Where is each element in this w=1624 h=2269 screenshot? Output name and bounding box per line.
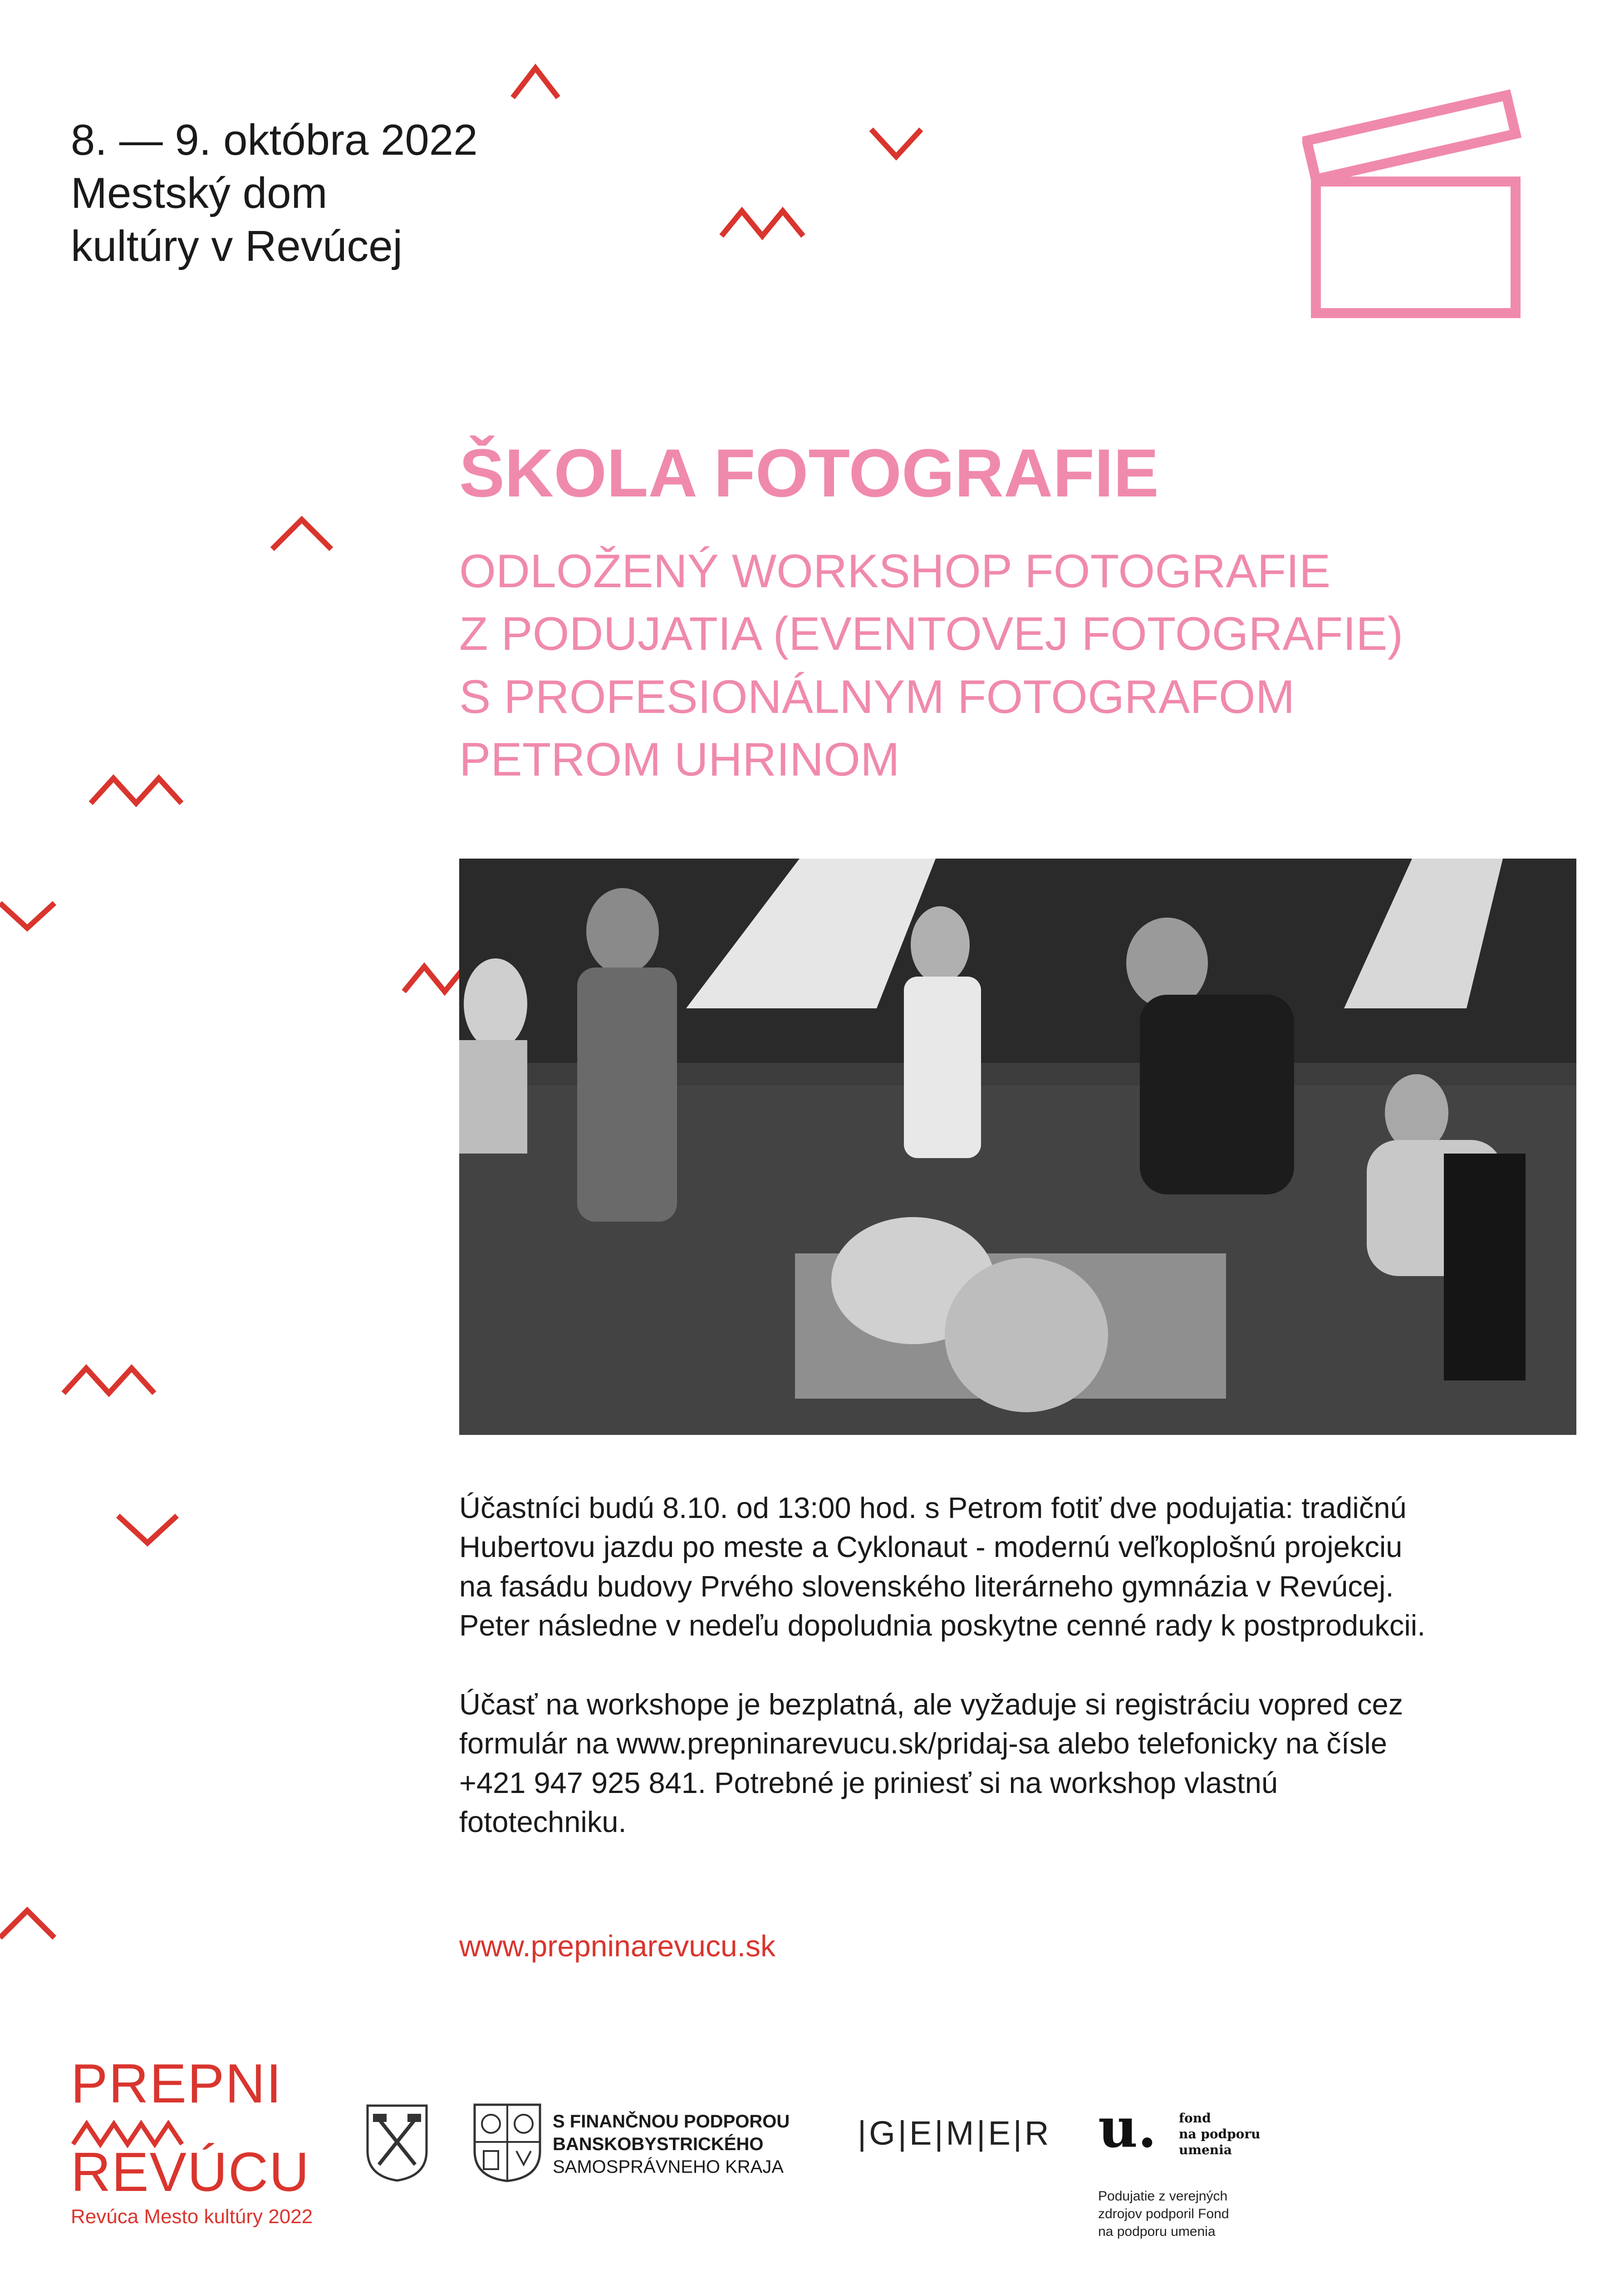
body-line: Účastníci budú 8.10. od 13:00 hod. s Petrom fotiť dve podujatia: tradičnú [459, 1491, 1407, 1524]
workshop-photo-illustration [459, 859, 1576, 1435]
regional-crest-icon [471, 2101, 544, 2183]
subtitle [459, 540, 1403, 791]
page-title: ŠKOLA FOTOGRAFIE [459, 435, 1159, 511]
chevron-up-icon [0, 1910, 54, 1938]
fond-note [1098, 2187, 1229, 2240]
website-link[interactable]: www.prepninarevucu.sk [459, 1929, 775, 1963]
body-line: Peter následne v nedeľu dopoludnia poskytne cenné rady k postprodukcii. [459, 1609, 1426, 1642]
chevron-up-icon [272, 520, 331, 549]
chevron-zigzag-icon [64, 1368, 154, 1393]
fond-name-line: fond [1179, 2111, 1211, 2126]
fond-note-line: na podporu umenia [1098, 2224, 1216, 2239]
body-line: Účasť na workshope je bezplatná, ale vyžaduje si registráciu vopred cez [459, 1687, 1403, 1721]
logo-word-revucu: REVÚCU [71, 2141, 310, 2203]
subtitle-line: ODLOŽENÝ WORKSHOP FOTOGRAFIE [459, 545, 1331, 598]
workshop-photo [459, 859, 1576, 1435]
body-line: formulár na www.prepninarevucu.sk/pridaj-sa alebo telefonicky na čísle [459, 1727, 1387, 1760]
logo-tagline: Revúca Mesto kultúry 2022 [71, 2205, 313, 2228]
body-paragraph-1 [459, 1488, 1585, 1645]
event-date: 8. — 9. októbra 2022 [71, 116, 478, 164]
fond-note-line: Podujatie z verejných [1098, 2189, 1228, 2204]
chevron-zigzag-icon [91, 778, 182, 803]
fond-note-line: zdrojov podporil Fond [1098, 2206, 1229, 2221]
fond-mark: u. [1098, 2096, 1157, 2160]
sponsor-line: S FINANČNOU PODPOROU [553, 2112, 790, 2131]
fond-name-line: umenia [1179, 2142, 1232, 2157]
subtitle-line: S PROFESIONÁLNYM FOTOGRAFOM [459, 670, 1295, 723]
fond-name [1179, 2110, 1260, 2158]
gemer-logo: |G|E|M|E|R [858, 2114, 1052, 2152]
body-line: na fasádu budovy Prvého slovenského literárneho gymnázia v Revúcej. [459, 1569, 1394, 1603]
chevron-zigzag-icon [721, 211, 803, 236]
sponsor-line: BANSKOBYSTRICKÉHO [553, 2134, 764, 2154]
chevron-up-icon [513, 68, 558, 98]
body-line: fototechniku. [459, 1805, 627, 1839]
subtitle-line: Z PODUJATIA (EVENTOVEJ FOTOGRAFIE) [459, 608, 1403, 661]
chevron-down-icon [0, 903, 54, 928]
event-venue-line1: Mestský dom [71, 169, 328, 218]
body-line: +421 947 925 841. Potrebné je priniesť si na workshop vlastnú [459, 1766, 1278, 1799]
fond-name-line: na podporu [1179, 2127, 1261, 2141]
subtitle-line: PETROM UHRINOM [459, 733, 900, 786]
body-text [459, 1488, 1585, 1881]
event-info [71, 113, 478, 273]
sponsor-text [553, 2110, 790, 2178]
prepni-revucu-logo [71, 2053, 325, 2246]
sponsor-line: SAMOSPRÁVNEHO KRAJA [553, 2157, 784, 2177]
chevron-down-icon [118, 1516, 177, 1543]
chevron-down-icon [871, 129, 921, 157]
logo-word-prepni: PREPNI [71, 2053, 283, 2114]
event-venue-line2: kultúry v Revúcej [71, 222, 402, 271]
hammer-pick-crest-icon [363, 2101, 431, 2183]
body-paragraph-2 [459, 1685, 1585, 1842]
clapperboard-icon [1302, 86, 1529, 322]
body-line: Hubertovu jazdu po meste a Cyklonaut - modernú veľkoplošnú projekciu [459, 1530, 1403, 1564]
